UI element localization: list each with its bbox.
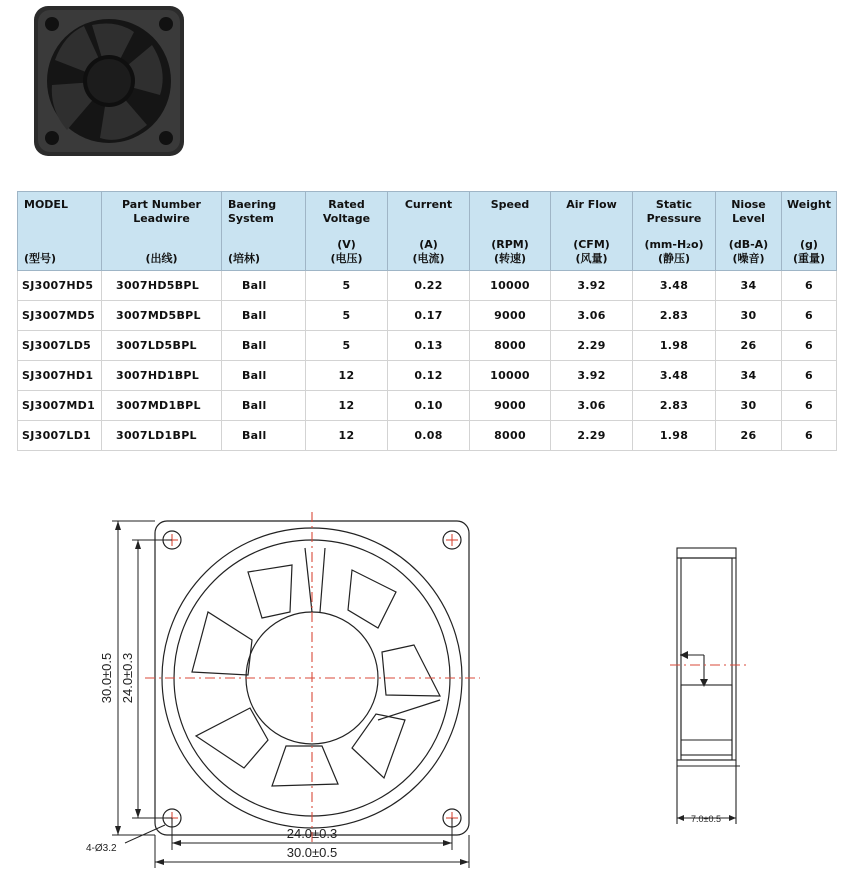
hole-note: 4-Ø3.2 bbox=[86, 843, 117, 854]
cell-model: SJ3007MD1 bbox=[18, 391, 102, 421]
cell-voltage: 12 bbox=[306, 421, 388, 451]
table-row bbox=[18, 391, 837, 421]
cell-speed: 9000 bbox=[470, 301, 551, 331]
header-current: Current (A) (电流) bbox=[388, 192, 470, 271]
cell-noise: 30 bbox=[716, 301, 782, 331]
cell-static-pressure: 3.48 bbox=[633, 271, 716, 301]
cell-part-number: 3007LD5BPL bbox=[102, 331, 222, 361]
cell-speed: 9000 bbox=[470, 391, 551, 421]
cell-noise: 30 bbox=[716, 391, 782, 421]
cell-air-flow: 2.29 bbox=[551, 421, 633, 451]
header-model: MODEL (型号) bbox=[18, 192, 102, 271]
cell-current: 0.22 bbox=[388, 271, 470, 301]
cell-voltage: 12 bbox=[306, 361, 388, 391]
cell-bearing: Ball bbox=[222, 331, 306, 361]
dim-outer-horizontal: 30.0±0.5 bbox=[286, 845, 338, 860]
cell-current: 0.08 bbox=[388, 421, 470, 451]
cell-air-flow: 3.92 bbox=[551, 361, 633, 391]
table-row bbox=[18, 301, 837, 331]
table-row bbox=[18, 271, 837, 301]
fan-product-photo bbox=[22, 0, 202, 165]
cell-noise: 34 bbox=[716, 361, 782, 391]
cell-voltage: 5 bbox=[306, 271, 388, 301]
header-noise-level: Niose Level (dB-A) (噪音) bbox=[716, 192, 782, 271]
cell-weight: 6 bbox=[782, 361, 837, 391]
cell-voltage: 12 bbox=[306, 391, 388, 421]
cell-model: SJ3007LD5 bbox=[18, 331, 102, 361]
dim-side-thickness: 7.0±0.5 bbox=[691, 814, 721, 824]
header-part-number: Part Number Leadwire (出线) bbox=[102, 192, 222, 271]
cell-part-number: 3007MD5BPL bbox=[102, 301, 222, 331]
header-air-flow: Air Flow (CFM) (风量) bbox=[551, 192, 633, 271]
cell-noise: 34 bbox=[716, 271, 782, 301]
header-weight: Weight (g) (重量) bbox=[782, 192, 837, 271]
cell-bearing: Ball bbox=[222, 361, 306, 391]
cell-current: 0.12 bbox=[388, 361, 470, 391]
cell-air-flow: 3.06 bbox=[551, 301, 633, 331]
header-rated-voltage: Rated Voltage (V) (电压) bbox=[306, 192, 388, 271]
cell-speed: 8000 bbox=[470, 331, 551, 361]
cell-part-number: 3007HD5BPL bbox=[102, 271, 222, 301]
cell-air-flow: 3.06 bbox=[551, 391, 633, 421]
dim-inner-vertical: 24.0±0.3 bbox=[120, 652, 135, 704]
dim-inner-horizontal: 24.0±0.3 bbox=[286, 826, 338, 841]
cell-model: SJ3007HD5 bbox=[18, 271, 102, 301]
cell-static-pressure: 1.98 bbox=[633, 421, 716, 451]
cell-speed: 10000 bbox=[470, 361, 551, 391]
side-view-arrows bbox=[677, 651, 736, 821]
cell-weight: 6 bbox=[782, 271, 837, 301]
front-centerlines bbox=[145, 512, 480, 845]
cell-static-pressure: 2.83 bbox=[633, 391, 716, 421]
cell-noise: 26 bbox=[716, 421, 782, 451]
cell-weight: 6 bbox=[782, 301, 837, 331]
header-static-pressure: Static Pressure (mm-H₂o) (静压) bbox=[633, 192, 716, 271]
cell-bearing: Ball bbox=[222, 301, 306, 331]
cell-static-pressure: 2.83 bbox=[633, 301, 716, 331]
table-row bbox=[18, 421, 837, 451]
table-row bbox=[18, 361, 837, 391]
cell-current: 0.13 bbox=[388, 331, 470, 361]
cell-speed: 10000 bbox=[470, 271, 551, 301]
dim-outer-vertical: 30.0±0.5 bbox=[99, 652, 114, 704]
cell-speed: 8000 bbox=[470, 421, 551, 451]
side-view bbox=[677, 548, 740, 824]
cell-model: SJ3007LD1 bbox=[18, 421, 102, 451]
fan-dimension-drawing bbox=[0, 495, 850, 877]
cell-model: SJ3007MD5 bbox=[18, 301, 102, 331]
header-speed: Speed (RPM) (转速) bbox=[470, 192, 551, 271]
cell-noise: 26 bbox=[716, 331, 782, 361]
cell-part-number: 3007LD1BPL bbox=[102, 421, 222, 451]
spec-table bbox=[17, 191, 837, 451]
cell-voltage: 5 bbox=[306, 301, 388, 331]
cell-air-flow: 2.29 bbox=[551, 331, 633, 361]
table-header-row bbox=[18, 192, 837, 271]
cell-air-flow: 3.92 bbox=[551, 271, 633, 301]
dimension-lines bbox=[112, 521, 469, 868]
cell-weight: 6 bbox=[782, 421, 837, 451]
cell-model: SJ3007HD1 bbox=[18, 361, 102, 391]
cell-current: 0.17 bbox=[388, 301, 470, 331]
header-bearing-system: Baering System (培林) bbox=[222, 192, 306, 271]
cell-static-pressure: 1.98 bbox=[633, 331, 716, 361]
cell-bearing: Ball bbox=[222, 271, 306, 301]
cell-part-number: 3007MD1BPL bbox=[102, 391, 222, 421]
cell-voltage: 5 bbox=[306, 331, 388, 361]
table-row bbox=[18, 331, 837, 361]
cell-static-pressure: 3.48 bbox=[633, 361, 716, 391]
cell-bearing: Ball bbox=[222, 421, 306, 451]
cell-weight: 6 bbox=[782, 391, 837, 421]
cell-part-number: 3007HD1BPL bbox=[102, 361, 222, 391]
cell-bearing: Ball bbox=[222, 391, 306, 421]
cell-current: 0.10 bbox=[388, 391, 470, 421]
cell-weight: 6 bbox=[782, 331, 837, 361]
